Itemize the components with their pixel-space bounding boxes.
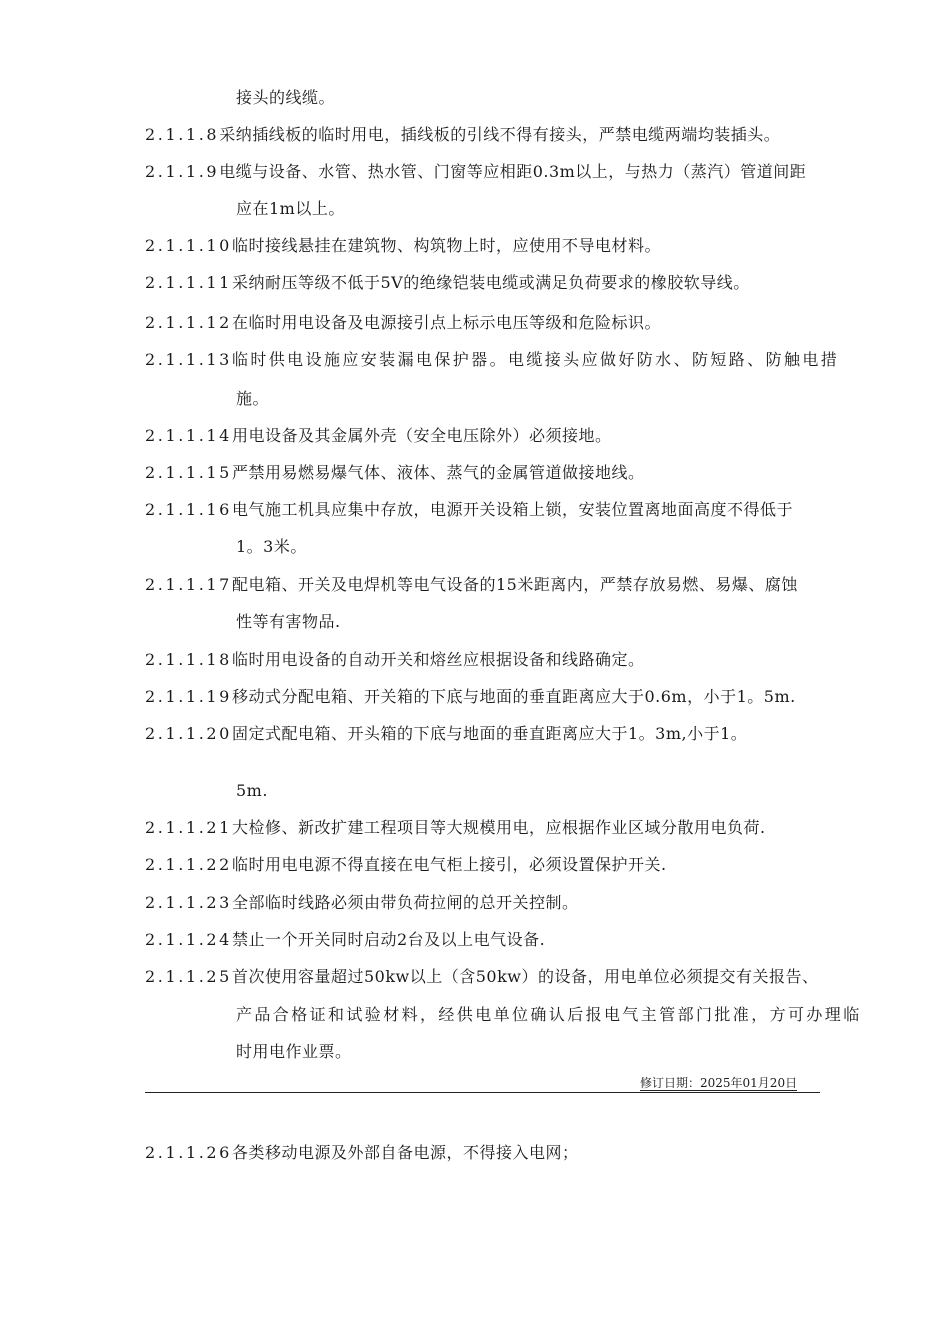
clause-continuation: 5m. — [236, 781, 268, 800]
clause-text: 在临时用电设备及电源接引点上标示电压等级和危险标识。 — [231, 313, 661, 332]
footer-divider — [145, 1092, 820, 1093]
clause-text: 移动式分配电箱、开关箱的下底与地面的垂直距离应大于0.6m，小于1。5m. — [231, 687, 796, 706]
clause-continuation: 时用电作业票。 — [236, 1042, 352, 1061]
clause-text: 临时供电设施应安装漏电保护器。电缆接头应做好防水、防短路、防触电措 — [231, 350, 840, 369]
clause-number: 2.1.1.21 — [145, 818, 232, 837]
clause-number: 2.1.1.22 — [145, 855, 232, 874]
clause-continuation: 1。3米。 — [236, 537, 307, 556]
clause-2-1-1-18 — [145, 650, 644, 670]
clause-number: 2.1.1.8 — [145, 125, 220, 144]
clause-number: 2.1.1.17 — [145, 575, 232, 594]
clause-text: 临时接线悬挂在建筑物、构筑物上时，应使用不导电材料。 — [231, 236, 661, 255]
clause-text: 首次使用容量超过50kw以上（含50kw）的设备，用电单位必须提交有关报告、 — [231, 967, 819, 986]
clause-2-1-1-19 — [145, 687, 796, 707]
clause-2-1-1-17 — [145, 575, 798, 595]
clause-2-1-1-9 — [145, 162, 806, 182]
clause-2-1-1-16 — [145, 500, 793, 520]
clause-number: 2.1.1.16 — [145, 500, 232, 519]
clause-continuation: 施。 — [236, 389, 270, 408]
clause-text: 临时用电电源不得直接在电气柜上接引，必须设置保护开关. — [231, 855, 667, 874]
clause-number: 2.1.1.13 — [145, 350, 232, 369]
clause-continuation: 产品合格证和试验材料，经供电单位确认后报电气主管部门批准，方可办理临 — [236, 1005, 862, 1024]
clause-2-1-1-10 — [145, 236, 661, 256]
clause-2-1-1-20 — [145, 724, 747, 744]
clause-2-1-1-8 — [145, 125, 780, 145]
revision-date: 修订日期：2025年01月20日 — [640, 1076, 798, 1090]
clause-text: 临时用电设备的自动开关和熔丝应根据设备和线路确定。 — [231, 650, 645, 669]
clause-2-1-1-26 — [145, 1143, 578, 1163]
clause-number: 2.1.1.14 — [145, 426, 232, 445]
clause-text: 大检修、新改扩建工程项目等大规模用电，应根据作业区域分散用电负荷. — [231, 818, 766, 837]
clause-number: 2.1.1.20 — [145, 724, 232, 743]
clause-number: 2.1.1.11 — [145, 273, 232, 292]
clause-number: 2.1.1.15 — [145, 463, 232, 482]
clause-number: 2.1.1.19 — [145, 687, 232, 706]
clause-2-1-1-23 — [145, 893, 578, 913]
clause-text: 采纳耐压等级不低于5V的绝缘铠装电缆或满足负荷要求的橡胶软导线。 — [231, 273, 750, 292]
clause-2-1-1-11 — [145, 273, 750, 293]
clause-2-1-1-13 — [145, 350, 839, 370]
clause-text: 禁止一个开关同时启动2台及以上电气设备. — [231, 930, 546, 949]
clause-number: 2.1.1.23 — [145, 893, 232, 912]
clause-number: 2.1.1.26 — [145, 1143, 232, 1162]
clause-text: 各类移动电源及外部自备电源，不得接入电网； — [231, 1143, 579, 1162]
clause-number: 2.1.1.25 — [145, 967, 232, 986]
clause-continuation: 应在1m以上。 — [236, 199, 345, 218]
clause-text: 用电设备及其金属外壳（安全电压除外）必须接地。 — [231, 426, 612, 445]
clause-number: 2.1.1.10 — [145, 236, 232, 255]
clause-2-1-1-14 — [145, 426, 611, 446]
clause-2-1-1-25 — [145, 967, 818, 987]
clause-number: 2.1.1.24 — [145, 930, 232, 949]
clause-text: 采纳插线板的临时用电，插线板的引线不得有接头，严禁电缆两端均装插头。 — [219, 125, 781, 144]
clause-text: 电缆与设备、水管、热水管、门窗等应相距0.3m以上，与热力（蒸汽）管道间距 — [219, 162, 807, 181]
clause-text: 电气施工机具应集中存放，电源开关设箱上锁，安装位置离地面高度不得低于 — [231, 500, 793, 519]
clause-text: 固定式配电箱、开头箱的下底与地面的垂直距离应大于1。3m,小于1。 — [231, 724, 748, 743]
clause-number: 2.1.1.9 — [145, 162, 220, 181]
clause-2-1-1-15 — [145, 463, 644, 483]
clause-2-1-1-24 — [145, 930, 545, 950]
clause-text: 严禁用易燃易爆气体、液体、蒸气的金属管道做接地线。 — [231, 463, 645, 482]
clause-text: 配电箱、开关及电焊机等电气设备的15米距离内，严禁存放易燃、易爆、腐蚀 — [231, 575, 798, 594]
clause-2-1-1-22 — [145, 855, 667, 875]
clause-number: 2.1.1.12 — [145, 313, 232, 332]
clause-2-1-1-21 — [145, 818, 766, 838]
clause-number: 2.1.1.18 — [145, 650, 232, 669]
clause-continuation: 性等有害物品. — [236, 612, 341, 631]
clause-2-1-1-12 — [145, 313, 661, 333]
paragraph-continuation: 接头的线缆。 — [236, 88, 336, 107]
clause-text: 全部临时线路必须由带负荷拉闸的总开关控制。 — [231, 893, 579, 912]
